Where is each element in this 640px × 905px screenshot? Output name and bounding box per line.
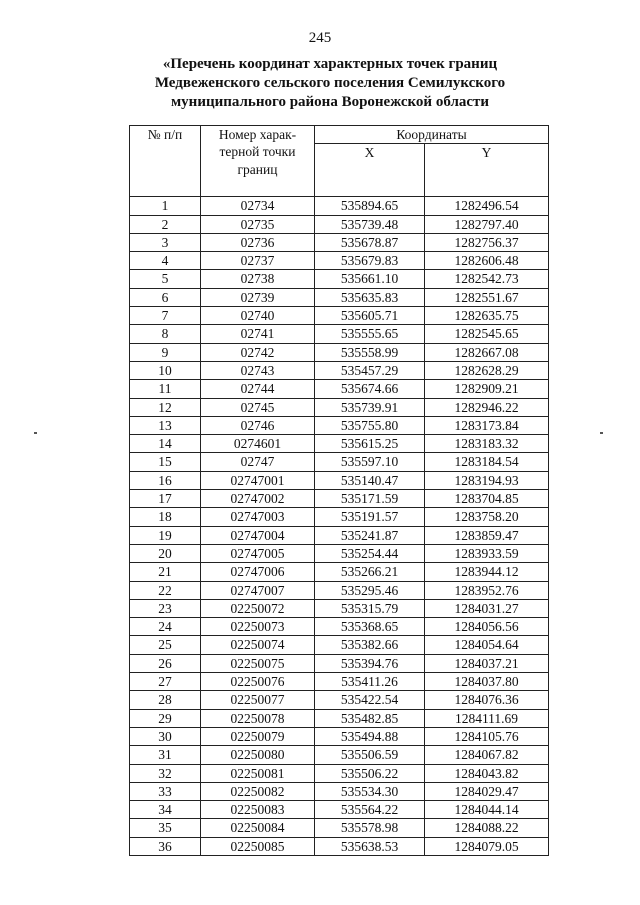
row-number: 35 [130,819,201,837]
row-number: 34 [130,801,201,819]
table-row [130,782,549,800]
table-row [130,526,549,544]
point-number: 02747007 [201,581,315,599]
coord-y: 1284076.36 [425,691,549,709]
point-number: 02739 [201,288,315,306]
table-row [130,801,549,819]
table-row [130,380,549,398]
page-number: 245 [308,30,332,46]
table-row [130,361,549,379]
coord-y: 1283704.85 [425,490,549,508]
point-number: 02747001 [201,471,315,489]
coord-x: 535191.57 [315,508,425,526]
row-number: 9 [130,343,201,361]
row-number: 16 [130,471,201,489]
table-row [130,471,549,489]
table-row [130,837,549,855]
row-number: 17 [130,490,201,508]
coord-x: 535605.71 [315,307,425,325]
coord-y: 1284043.82 [425,764,549,782]
point-number: 0274601 [201,435,315,453]
point-number: 02250081 [201,764,315,782]
table-body [130,197,549,856]
coord-y: 1282551.67 [425,288,549,306]
point-number: 02250083 [201,801,315,819]
title-line: «Перечень координат характерных точек границ [162,56,498,72]
row-number: 29 [130,709,201,727]
table-row [130,453,549,471]
point-number: 02742 [201,343,315,361]
coord-x: 535635.83 [315,288,425,306]
coord-x: 535171.59 [315,490,425,508]
coord-x: 535661.10 [315,270,425,288]
table-row [130,636,549,654]
coord-x: 535506.59 [315,746,425,764]
table-row [130,435,549,453]
point-number: 02737 [201,252,315,270]
point-number: 02747002 [201,490,315,508]
coord-y: 1283758.20 [425,508,549,526]
coord-x: 535422.54 [315,691,425,709]
table-row [130,544,549,562]
header-point-line: терной точки [219,144,296,160]
coord-x: 535679.83 [315,252,425,270]
table-row [130,398,549,416]
scan-speck [34,432,37,434]
coord-y: 1282628.29 [425,361,549,379]
row-number: 6 [130,288,201,306]
row-number: 5 [130,270,201,288]
document-title [0,55,640,112]
point-number: 02250075 [201,654,315,672]
table-row [130,508,549,526]
row-number: 19 [130,526,201,544]
row-number: 30 [130,727,201,745]
coord-x: 535638.53 [315,837,425,855]
coord-y: 1283173.84 [425,416,549,434]
table-row [130,746,549,764]
coord-x: 535506.22 [315,764,425,782]
point-number: 02734 [201,197,315,215]
coord-x: 535140.47 [315,471,425,489]
table-row [130,307,549,325]
coord-x: 535739.48 [315,215,425,233]
table-row [130,270,549,288]
table-row [130,654,549,672]
point-number: 02250080 [201,746,315,764]
point-number: 02747005 [201,544,315,562]
coord-y: 1283933.59 [425,544,549,562]
coord-y: 1284056.56 [425,618,549,636]
table-row [130,215,549,233]
coord-y: 1284105.76 [425,727,549,745]
row-number: 31 [130,746,201,764]
row-number: 7 [130,307,201,325]
coord-y: 1282756.37 [425,233,549,251]
coord-x: 535295.46 [315,581,425,599]
coord-x: 535555.65 [315,325,425,343]
point-number: 02738 [201,270,315,288]
point-number: 02250077 [201,691,315,709]
coord-y: 1284037.21 [425,654,549,672]
coord-x: 535534.30 [315,782,425,800]
table-row [130,325,549,343]
row-number: 18 [130,508,201,526]
coord-y: 1284111.69 [425,709,549,727]
coord-y: 1284044.14 [425,801,549,819]
header-number: № п/п [130,126,201,197]
coord-x: 535368.65 [315,618,425,636]
coord-x: 535482.85 [315,709,425,727]
coord-x: 535755.80 [315,416,425,434]
point-number: 02747 [201,453,315,471]
coord-x: 535494.88 [315,727,425,745]
table-row [130,197,549,215]
coord-x: 535578.98 [315,819,425,837]
point-number: 02747004 [201,526,315,544]
coord-y: 1282797.40 [425,215,549,233]
coord-y: 1282545.65 [425,325,549,343]
coord-y: 1283859.47 [425,526,549,544]
coord-x: 535241.87 [315,526,425,544]
coord-y: 1284079.05 [425,837,549,855]
row-number: 1 [130,197,201,215]
coord-y: 1283184.54 [425,453,549,471]
title-line: муниципального района Воронежской области [170,94,490,110]
header-y: Y [425,144,549,197]
table-row [130,416,549,434]
coord-x: 535739.91 [315,398,425,416]
header-coordinates: Координаты [315,126,549,144]
table-row [130,288,549,306]
table-row [130,819,549,837]
table-row [130,673,549,691]
coord-y: 1282635.75 [425,307,549,325]
coord-y: 1283952.76 [425,581,549,599]
table-row [130,727,549,745]
coord-y: 1284031.27 [425,599,549,617]
table-row [130,764,549,782]
coord-x: 535457.29 [315,361,425,379]
row-number: 14 [130,435,201,453]
coord-x: 535382.66 [315,636,425,654]
point-number: 02740 [201,307,315,325]
coord-y: 1283944.12 [425,563,549,581]
table-row [130,709,549,727]
point-number: 02736 [201,233,315,251]
table-row [130,581,549,599]
coord-x: 535254.44 [315,544,425,562]
coord-y: 1282496.54 [425,197,549,215]
table-row [130,563,549,581]
point-number: 02250079 [201,727,315,745]
table-row [130,599,549,617]
point-number: 02747003 [201,508,315,526]
row-number: 33 [130,782,201,800]
coord-x: 535266.21 [315,563,425,581]
coord-x: 535558.99 [315,343,425,361]
table-row [130,233,549,251]
coord-y: 1282946.22 [425,398,549,416]
table-row [130,252,549,270]
point-number: 02745 [201,398,315,416]
row-number: 22 [130,581,201,599]
coord-y: 1282542.73 [425,270,549,288]
coord-x: 535615.25 [315,435,425,453]
table-row [130,490,549,508]
point-number: 02743 [201,361,315,379]
table-row [130,618,549,636]
point-number: 02746 [201,416,315,434]
row-number: 8 [130,325,201,343]
row-number: 4 [130,252,201,270]
coord-y: 1282606.48 [425,252,549,270]
row-number: 13 [130,416,201,434]
coord-x: 535411.26 [315,673,425,691]
coord-y: 1284088.22 [425,819,549,837]
coord-x: 535564.22 [315,801,425,819]
point-number: 02250074 [201,636,315,654]
row-number: 10 [130,361,201,379]
coord-y: 1283194.93 [425,471,549,489]
header-point-line: границ [237,161,278,177]
coord-x: 535674.66 [315,380,425,398]
row-number: 3 [130,233,201,251]
point-number: 02250073 [201,618,315,636]
scan-speck [600,432,603,434]
point-number: 02735 [201,215,315,233]
coord-x: 535894.65 [315,197,425,215]
row-number: 32 [130,764,201,782]
row-number: 20 [130,544,201,562]
coord-x: 535678.87 [315,233,425,251]
coordinates-table [129,125,549,856]
point-number: 02250084 [201,819,315,837]
row-number: 23 [130,599,201,617]
coord-y: 1284067.82 [425,746,549,764]
table-row [130,343,549,361]
point-number: 02250076 [201,673,315,691]
point-number: 02250085 [201,837,315,855]
header-point-number [201,126,315,197]
point-number: 02250082 [201,782,315,800]
coord-y: 1282909.21 [425,380,549,398]
header-point-line: Номер харак- [218,127,297,142]
row-number: 12 [130,398,201,416]
title-line: Медвеженского сельского поселения Семилукского [154,75,506,91]
point-number: 02747006 [201,563,315,581]
coord-y: 1284054.64 [425,636,549,654]
point-number: 02250078 [201,709,315,727]
point-number: 02744 [201,380,315,398]
coord-x: 535394.76 [315,654,425,672]
point-number: 02741 [201,325,315,343]
table-row [130,691,549,709]
row-number: 15 [130,453,201,471]
row-number: 11 [130,380,201,398]
header-x: X [315,144,425,197]
coord-x: 535597.10 [315,453,425,471]
coord-y: 1284029.47 [425,782,549,800]
row-number: 21 [130,563,201,581]
row-number: 2 [130,215,201,233]
row-number: 28 [130,691,201,709]
row-number: 25 [130,636,201,654]
row-number: 26 [130,654,201,672]
coord-y: 1283183.32 [425,435,549,453]
row-number: 27 [130,673,201,691]
point-number: 02250072 [201,599,315,617]
coord-x: 535315.79 [315,599,425,617]
coord-y: 1282667.08 [425,343,549,361]
row-number: 24 [130,618,201,636]
coord-y: 1284037.80 [425,673,549,691]
row-number: 36 [130,837,201,855]
